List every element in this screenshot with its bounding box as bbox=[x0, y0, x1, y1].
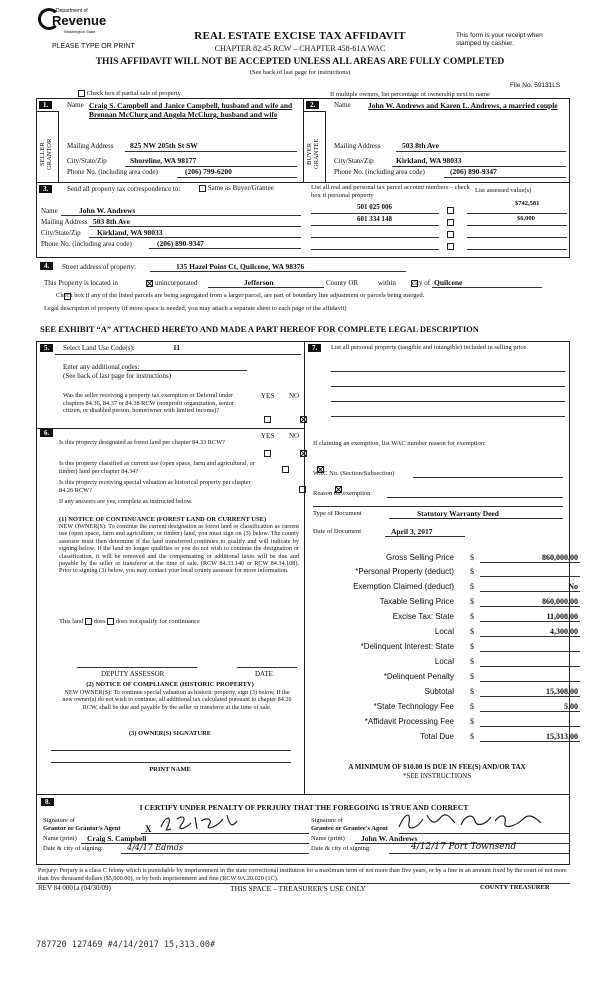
notice-continuance-title: (1) NOTICE OF CONTINUANCE (FOREST LAND OR CURRENT USE) bbox=[59, 516, 267, 523]
amount-row-penalty bbox=[318, 671, 580, 685]
corr-name-label: Name bbox=[41, 207, 58, 215]
grantor-agent-label: Grantor or Grantor's Agent bbox=[43, 825, 121, 832]
deputy-assessor-label: DEPUTY ASSESSOR bbox=[101, 670, 165, 678]
amount-label: *Affidavit Processing Fee bbox=[364, 717, 454, 726]
same-as-buyer-checkbox[interactable] bbox=[199, 185, 206, 192]
grantee-date-label: Date & city of signing: bbox=[311, 845, 371, 852]
amount-row-interest-local bbox=[318, 656, 580, 670]
buyer-city-label: City/State/Zip bbox=[334, 157, 374, 165]
this-land-label: This land bbox=[59, 618, 84, 625]
claim-exemption-label: If claiming an exemption, list WAC number reason for exemption: bbox=[313, 440, 486, 447]
doc-date-value: April 3, 2017 bbox=[391, 527, 433, 536]
parcel-account: 601 334 148 bbox=[357, 215, 392, 223]
grantee-name-value: John W. Andrews bbox=[361, 834, 418, 843]
grantee-name-label: Name (print) bbox=[311, 835, 345, 842]
located-in-label: This Property is located in bbox=[44, 279, 118, 287]
section-2-number: 2. bbox=[306, 101, 319, 109]
amount-value bbox=[480, 672, 580, 682]
seller-city-value: Shoreline, WA 98177 bbox=[130, 156, 197, 165]
street-address-value: 135 Hazel Point Ct, Quilcene, WA 98376 bbox=[176, 262, 305, 271]
treasurer-space-label: THIS SPACE – TREASURER'S USE ONLY bbox=[230, 884, 366, 893]
certify-statement: I CERTIFY UNDER PENALTY OF PERJURY THAT THE FOREGOING IS TRUE AND CORRECT bbox=[139, 803, 469, 812]
amount-value: No bbox=[480, 582, 580, 592]
amount-label: Local bbox=[434, 627, 454, 636]
unincorporated-checkbox[interactable] bbox=[146, 280, 153, 287]
continuance-row bbox=[59, 618, 200, 625]
legal-description-label: Legal description of property (if more space is needed, you may attach a separate sheet to each page of the affidavit) bbox=[44, 305, 347, 312]
parcel-row bbox=[311, 239, 567, 251]
seller-city-label: City/State/Zip bbox=[67, 157, 107, 165]
grantor-name-value: Craig S. Campbell bbox=[87, 834, 147, 843]
amount-row-interest-state bbox=[318, 641, 580, 655]
section-8 bbox=[36, 795, 570, 865]
personal-property-checkbox[interactable] bbox=[447, 243, 454, 250]
amount-label: Subtotal bbox=[424, 687, 454, 696]
doc-date-label: Date of Document bbox=[313, 528, 362, 535]
amount-label: Exemption Claimed (deduct) bbox=[353, 582, 454, 591]
logo-top-text: Department of bbox=[56, 8, 88, 14]
historic-question: Is this property receiving special valuation as historical property per chapter 84.26 RCW? bbox=[59, 479, 251, 494]
buyer-section bbox=[304, 99, 570, 182]
personal-property-label: List all personal property (tangible and intangible) included in selling price. bbox=[331, 344, 528, 351]
parcel-row bbox=[311, 227, 567, 239]
logo-main-text: Revenue bbox=[52, 13, 107, 28]
section5-no-header: NO bbox=[289, 392, 300, 400]
corr-address-label: Mailing Address bbox=[41, 218, 88, 226]
seller-side-label: SELLER GRANTOR bbox=[39, 138, 53, 170]
amount-value bbox=[480, 717, 580, 727]
amount-label: *Personal Property (deduct) bbox=[355, 567, 454, 576]
section-6-number: 6. bbox=[40, 429, 53, 437]
section5-yes-header: YES bbox=[261, 392, 275, 400]
dollar-sign: $ bbox=[470, 672, 474, 681]
form-warning: THIS AFFIDAVIT WILL NOT BE ACCEPTED UNLESS ALL AREAS ARE FULLY COMPLETED bbox=[95, 57, 505, 67]
amount-label: *Delinquent Penalty bbox=[383, 672, 454, 681]
street-address-label: Street address of property: bbox=[62, 263, 137, 271]
forest-yes-checkbox[interactable] bbox=[264, 450, 271, 457]
buyer-phone-label: Phone No. (including area code) bbox=[334, 168, 425, 176]
section-6 bbox=[37, 428, 303, 794]
parcel-account: 501 025 006 bbox=[357, 203, 392, 211]
print-name-label: PRINT NAME bbox=[149, 766, 191, 773]
seller-section bbox=[37, 99, 303, 182]
dollar-sign: $ bbox=[470, 717, 474, 726]
receipt-note: This form is your receipt when stamped by cashier. bbox=[456, 32, 543, 47]
amount-value: 15,313.00 bbox=[480, 732, 580, 742]
amount-value: 860,000.00 bbox=[480, 597, 580, 607]
amount-label: Taxable Selling Price bbox=[379, 597, 454, 606]
amount-row-excise-state bbox=[318, 611, 580, 625]
amount-value: 11,008.00 bbox=[480, 612, 580, 622]
grantee-sig-label: Signature of bbox=[311, 817, 343, 824]
buyer-side-label: BUYER GRANTEE bbox=[306, 138, 320, 170]
grantor-date-label: Date & city of signing: bbox=[43, 845, 103, 852]
segregated-label: Check box if any of the listed parcels are being segregated from a larger parcel, are part of boundary line adjustment or parcels being merged. bbox=[56, 292, 425, 299]
section-3-number: 3. bbox=[39, 185, 52, 193]
amount-value bbox=[480, 567, 580, 577]
buyer-city-value: Kirkland, WA 98033 bbox=[396, 156, 462, 165]
current-use-yes-checkbox[interactable] bbox=[282, 466, 289, 473]
amount-row-taxable bbox=[318, 596, 580, 610]
buyer-address-label: Mailing Address bbox=[334, 142, 381, 150]
section-3 bbox=[37, 183, 569, 257]
grantor-sig-label: Signature of bbox=[43, 817, 75, 824]
seller-phone-value: (206) 799-6200 bbox=[185, 167, 232, 176]
dollar-sign: $ bbox=[470, 567, 474, 576]
see-instructions-note: *SEE INSTRUCTIONS bbox=[402, 772, 472, 780]
see-back-note: (See back of last page for instructions) bbox=[249, 69, 351, 76]
amount-row-excise-local bbox=[318, 626, 580, 640]
county-label: County OR bbox=[326, 279, 359, 287]
land-use-value: 11 bbox=[173, 343, 181, 352]
if-yes-note: If any answers are yes, complete as instructed below. bbox=[59, 498, 193, 505]
same-as-buyer-label: Same as Buyer/Grantee bbox=[207, 184, 274, 192]
exemption-question: Was the seller receiving a property tax exemption or Deferral under chapters 84.36, 84.37 or 84.38 RCW (nonprofit organization, senior citizen, or disabled person, homeowner with limited income)? bbox=[63, 392, 234, 414]
land-use-label: Select Land Use Code(s): bbox=[63, 344, 135, 352]
section-5-number: 5. bbox=[40, 344, 53, 352]
amount-value: 15,308.00 bbox=[480, 687, 580, 697]
doc-type-label: Type of Document bbox=[313, 510, 362, 517]
notice-compliance-body: NEW OWNER(S): To continue special valuation as historic property, sign (3) below. If the new owner(s) do not wish to continue, all additional tax calculated pursuant to chapter 84.26 RCW, shall be due and payable by the seller or transferor at the time of sale. bbox=[62, 689, 292, 711]
seller-name-value: Craig S. Campbell and Janice Campbell, husband and wife and Brennan McClurg and Angela McClurg, husband and wife bbox=[89, 101, 293, 119]
amount-label: Gross Selling Price bbox=[385, 553, 454, 562]
dollar-sign: $ bbox=[470, 657, 474, 666]
multiple-owners-note: If multiple owners, list percentage of ownership next to name bbox=[330, 91, 490, 98]
buyer-name-value: John W. Andrews and Karen L. Andrews, a married couple bbox=[368, 101, 558, 110]
buyer-phone-value: (206) 890-9347 bbox=[450, 167, 497, 176]
seller-address-label: Mailing Address bbox=[67, 142, 114, 150]
section-8-number: 8. bbox=[41, 798, 54, 806]
amount-value bbox=[480, 642, 580, 652]
personal-property-checkbox[interactable] bbox=[447, 231, 454, 238]
dollar-sign: $ bbox=[470, 687, 474, 696]
amount-row-personal bbox=[318, 566, 580, 580]
corr-phone-value: (206) 890-9347 bbox=[157, 239, 204, 248]
corr-city-value: Kirkland, WA 98033 bbox=[97, 228, 163, 237]
seller-phone-label: Phone No. (including area code) bbox=[67, 168, 158, 176]
minimum-due-note: A MINIMUM OF $10.00 IS DUE IN FEE(S) AND/OR TAX bbox=[348, 763, 526, 771]
amount-row-exemption bbox=[318, 581, 580, 595]
personal-property-checkbox[interactable] bbox=[447, 219, 454, 226]
section-5 bbox=[37, 342, 303, 428]
send-correspondence-label: Send all property tax correspondence to: bbox=[67, 185, 181, 193]
please-type-label: PLEASE TYPE OR PRINT bbox=[52, 43, 135, 50]
dollar-sign: $ bbox=[470, 732, 474, 741]
form-chapter: CHAPTER 82.45 RCW – CHAPTER 458-61A WAC bbox=[214, 44, 386, 53]
amount-value: 5.00 bbox=[480, 702, 580, 712]
parcel-assessed-value: $742,581 bbox=[515, 200, 540, 207]
corr-name-value: John W. Andrews bbox=[79, 206, 136, 215]
section5-see-back: (See back of last page for instructions) bbox=[63, 372, 172, 380]
dollar-sign: $ bbox=[470, 597, 474, 606]
file-number: File No. 59131LS bbox=[510, 82, 561, 89]
form-number: REV 84 0001a (04/30/09) bbox=[38, 884, 111, 892]
parcel-assessed-value: $6,000 bbox=[517, 215, 535, 222]
section-4 bbox=[36, 262, 570, 322]
seller-address-value: 825 NW 205th St SW bbox=[130, 141, 198, 150]
dollar-sign: $ bbox=[470, 627, 474, 636]
partial-sale-checkbox[interactable] bbox=[78, 90, 85, 97]
notice-compliance-title: (2) NOTICE OF COMPLIANCE (HISTORIC PROPERTY) bbox=[86, 681, 254, 688]
does-checkbox[interactable] bbox=[85, 618, 92, 625]
wac-label: WAC No. (Section/Subsection) bbox=[313, 470, 395, 477]
amount-label: Local bbox=[434, 657, 454, 666]
dollar-sign: $ bbox=[470, 612, 474, 621]
grantor-name-label: Name (print) bbox=[43, 835, 77, 842]
additional-codes-label: Enter any additional codes: bbox=[63, 363, 140, 371]
amount-label: *Delinquent Interest: State bbox=[360, 642, 454, 651]
corr-address-value: 503 8th Ave bbox=[93, 217, 130, 226]
amount-row-subtotal bbox=[318, 686, 580, 700]
amount-row-gross bbox=[318, 552, 580, 566]
current-use-question: Is this property classified as current use (open space, farm and agricultural, or timber) land per chapter 84.34? bbox=[59, 460, 255, 475]
county-value: Jefferson bbox=[244, 278, 274, 287]
grantee-agent-label: Grantee or Grantee's Agent bbox=[311, 825, 388, 832]
grantor-signature bbox=[157, 811, 257, 835]
county-treasurer-label: COUNTY TREASURER bbox=[480, 884, 550, 891]
forest-land-question: Is this property designated as forest land per chapter 84.33 RCW? bbox=[59, 439, 225, 446]
amount-label: Excise Tax: State bbox=[392, 612, 454, 621]
corr-city-label: City/State/Zip bbox=[41, 229, 81, 237]
buyer-name-label: Name bbox=[334, 101, 351, 109]
buyer-address-value: 503 8th Ave bbox=[402, 141, 439, 150]
amount-label: Total Due bbox=[420, 732, 454, 741]
section6-yes-header: YES bbox=[261, 432, 275, 440]
reason-label: Reason for exemption bbox=[313, 490, 371, 497]
owner-signature-label: (3) OWNER(S) SIGNATURE bbox=[128, 730, 212, 737]
partial-sale-row bbox=[78, 90, 181, 97]
assessor-date-label: DATE bbox=[255, 670, 273, 678]
does-label: does bbox=[93, 618, 106, 625]
partial-sale-label: Check box if partial sale of property bbox=[86, 90, 181, 97]
dollar-sign: $ bbox=[470, 553, 474, 562]
does-not-checkbox[interactable] bbox=[107, 618, 114, 625]
grantee-signature bbox=[395, 809, 555, 833]
parcel-row bbox=[311, 215, 567, 227]
exhibit-a-statement: SEE EXHIBIT “A” ATTACHED HERETO AND MADE A PART HEREOF FOR COMPLETE LEGAL DESCRIPTION bbox=[40, 324, 479, 334]
parcel-header: List all real and personal tax parcel account numbers – check box if personal property bbox=[311, 184, 470, 199]
grantor-x-mark: X bbox=[145, 824, 152, 834]
same-as-buyer bbox=[199, 184, 274, 192]
amount-row-tech-fee bbox=[318, 701, 580, 715]
perjury-statement: Perjury: Perjury is a class C felony which is punishable by imprisonment in the state correctional institution for a maximum term of not more than five years, or by a fine in an amount fixed by the court of not more than five thousand dollars ($5,000.00), or by both imprisonment and fine (RCW 9A.20.020 (1C). bbox=[38, 867, 567, 882]
corr-phone-label: Phone No. (including area code) bbox=[41, 240, 132, 248]
personal-property-checkbox[interactable] bbox=[447, 207, 454, 214]
logo-sub-text: Washington State bbox=[64, 29, 96, 34]
amount-value: 860,000.00 bbox=[480, 553, 580, 563]
section-1-number: 1. bbox=[39, 101, 52, 109]
dollar-sign: $ bbox=[470, 582, 474, 591]
dollar-sign: $ bbox=[470, 702, 474, 711]
section-7-number: 7. bbox=[308, 344, 321, 352]
grantor-date-value: 4/4/17 Edmds bbox=[127, 843, 184, 852]
parcel-row bbox=[311, 200, 567, 215]
doc-type-value: Statutory Warranty Deed bbox=[417, 509, 499, 518]
grantee-date-value: 4/12/17 Port Townsend bbox=[411, 842, 517, 852]
amount-value: 4,300.00 bbox=[480, 627, 580, 637]
amount-row-processing-fee bbox=[318, 716, 580, 730]
within-label: within bbox=[378, 279, 396, 287]
dollar-sign: $ bbox=[470, 642, 474, 651]
city-value: Quilcene bbox=[434, 278, 463, 287]
city-of-label: city of bbox=[412, 279, 431, 287]
notice-continuance-body: NEW OWNER(S): To continue the current designation as forest land or classification as current use (open space, farm and agriculture, or timber) land, you must sign on (3) below. The county assessor must then determine if the land transferred continues to qualify and will indicate by signing below. If the land no longer qualifies or you do not wish to continue the designation or classification, it will be removed and the compensating or additional taxes will be due and payable by the seller or transferor at the time of sale. (RCW 84.33.140 or RCW 84.34.108). Prior to signing (3) below, you may contact your local county assessor for more information. bbox=[59, 523, 299, 575]
section6-no-header: NO bbox=[289, 432, 300, 440]
section-4-number: 4. bbox=[40, 262, 53, 270]
unincorporated-label: unincorporated bbox=[155, 279, 198, 287]
amount-label: *State Technology Fee bbox=[373, 702, 454, 711]
seller-name-label: Name bbox=[67, 101, 84, 109]
amount-row-total bbox=[318, 731, 580, 745]
assessed-header: List assessed value(s) bbox=[475, 187, 532, 194]
exemption-yes-checkbox[interactable] bbox=[264, 416, 271, 423]
amount-value bbox=[480, 657, 580, 667]
cashier-stamp: 787720 127469 #4/14/2017 15,313.00# bbox=[36, 940, 216, 950]
form-title: REAL ESTATE EXCISE TAX AFFIDAVIT bbox=[194, 30, 406, 42]
does-not-label: does not qualify for continuance bbox=[115, 618, 200, 625]
